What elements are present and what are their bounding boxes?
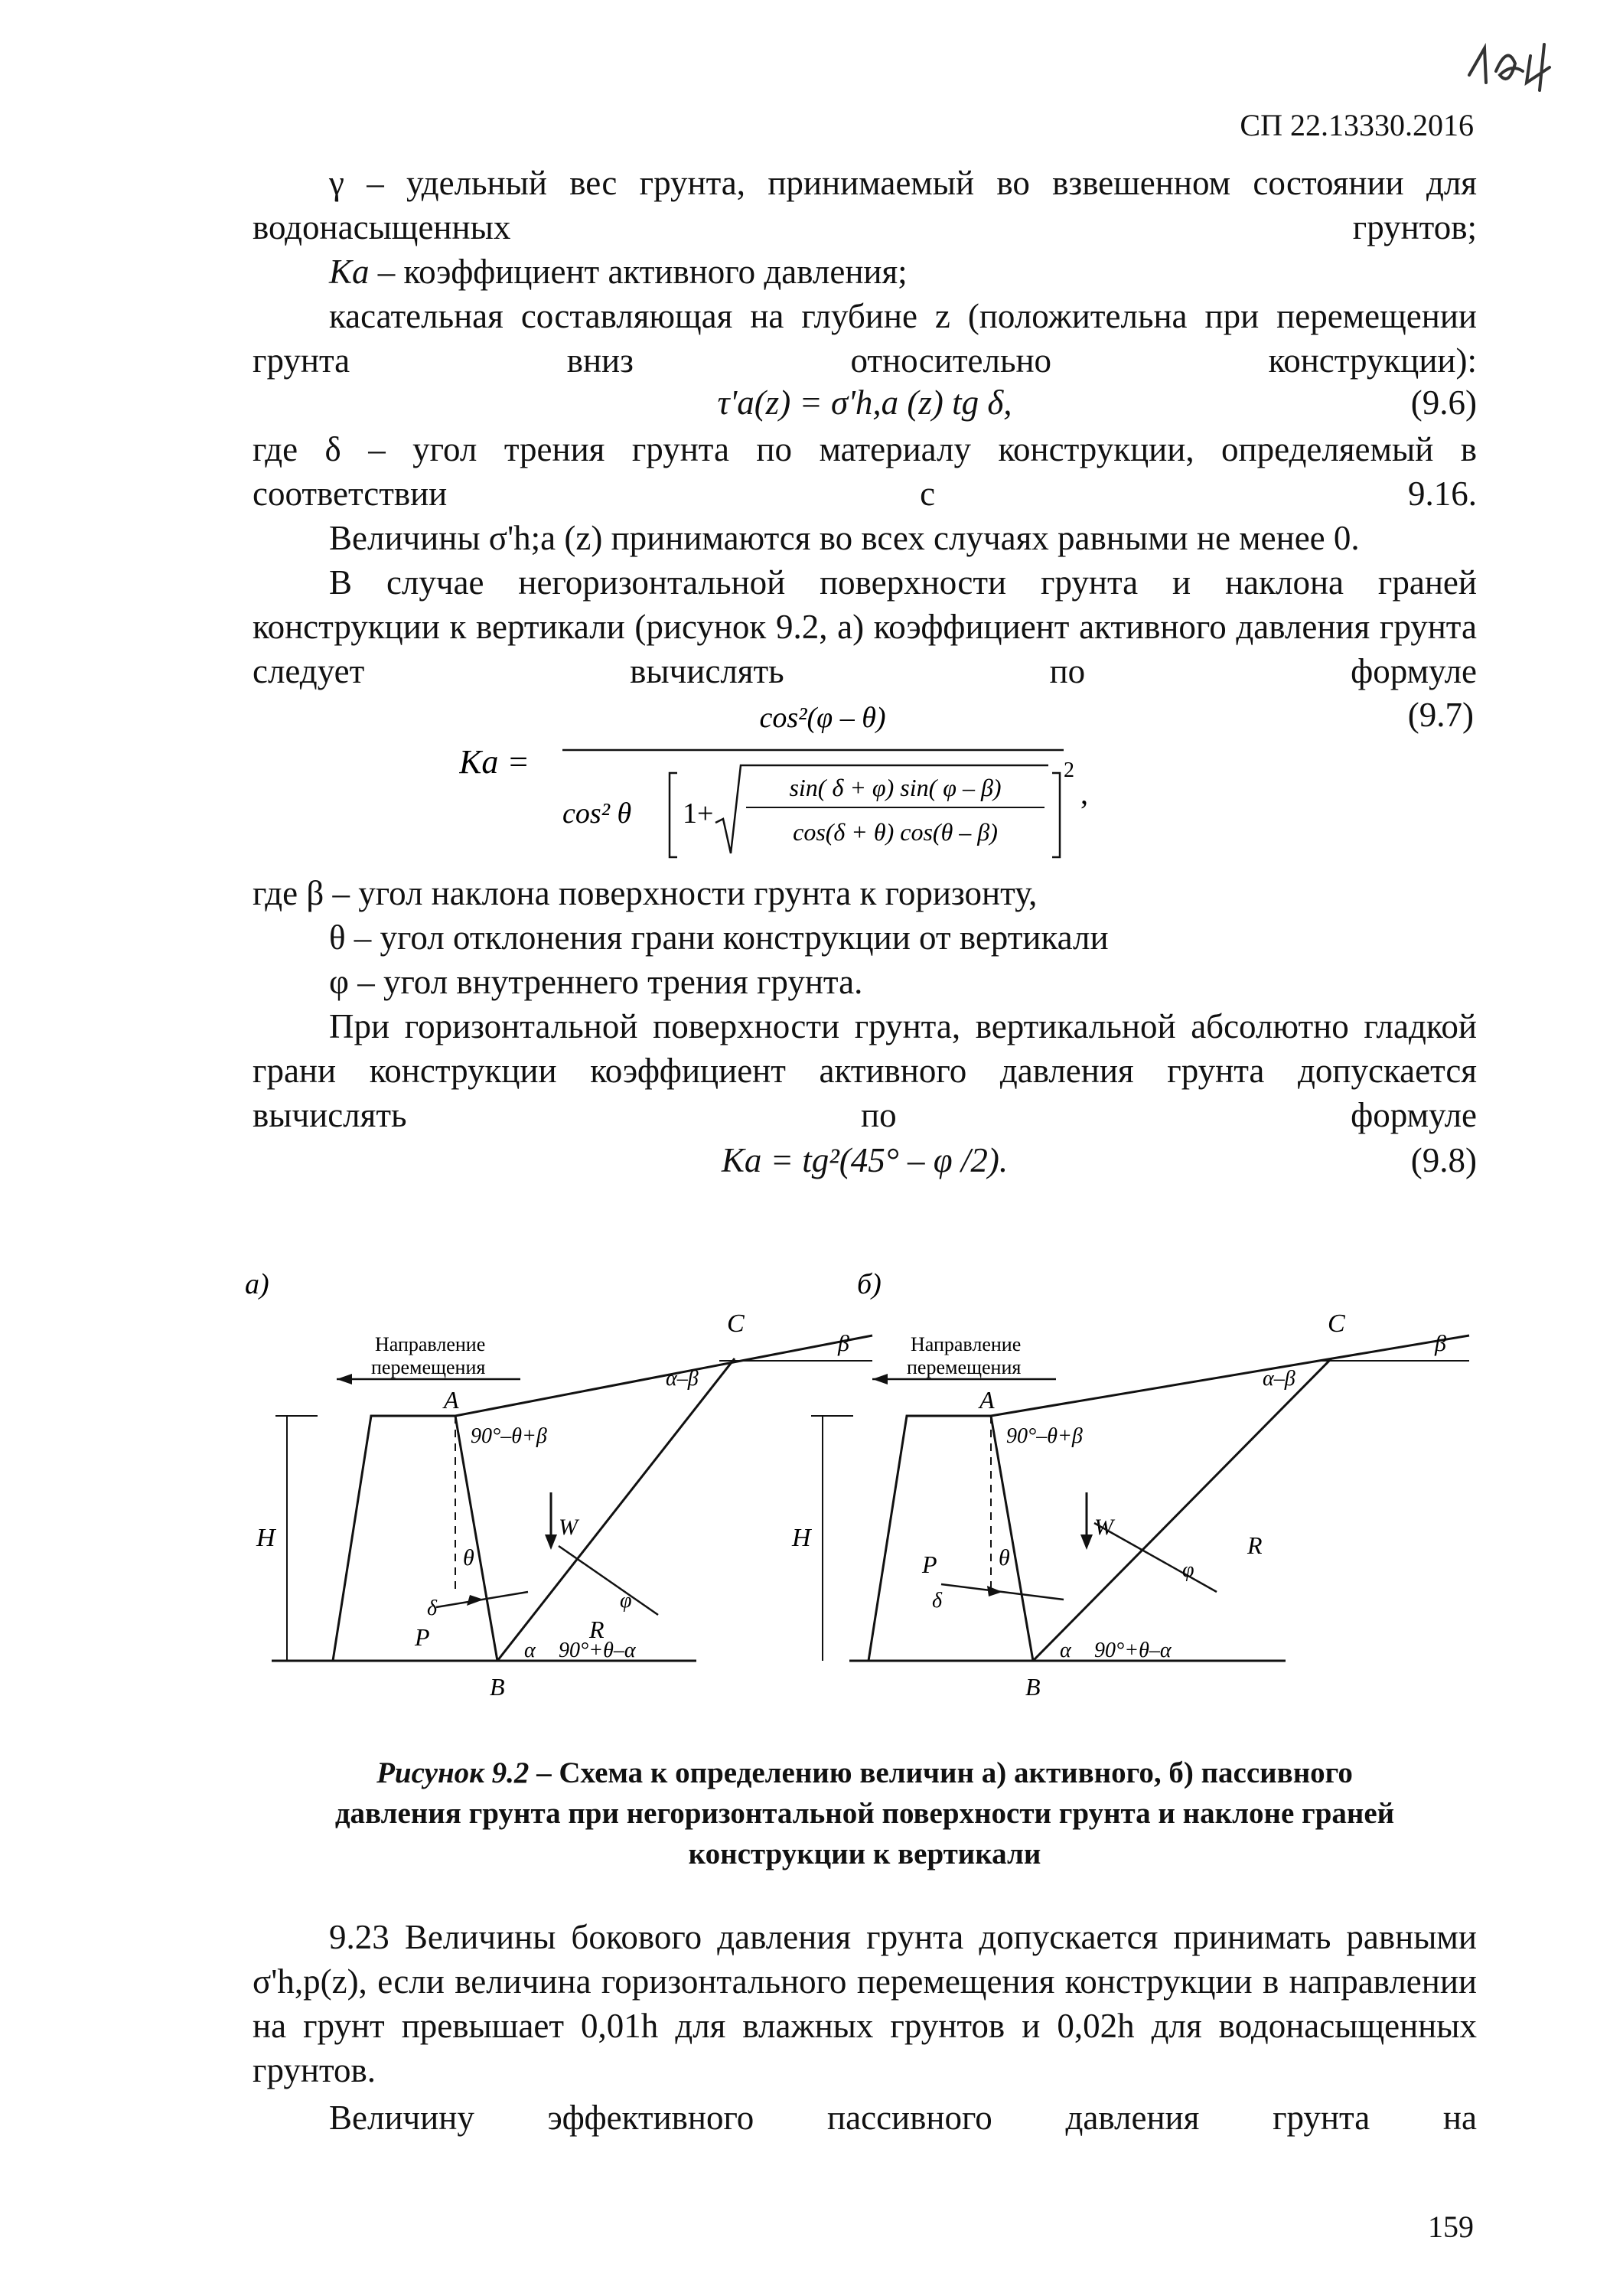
formula-root-numerator: sin( δ + φ) sin( φ – β) <box>789 774 1002 801</box>
label-delta-b: δ <box>932 1589 943 1613</box>
label-C-a: C <box>727 1309 745 1338</box>
paragraph-phi: φ – угол внутреннего трения грунта. <box>329 963 863 1001</box>
label-P-a: P <box>415 1623 430 1651</box>
label-P-b: P <box>922 1551 937 1578</box>
paragraph-nonhorizontal: В случае негоризонтальной поверхности грунта и наклона граней конструкции к вертикали (рисунок 9.2, а) коэффициент активного давления грунта следует вычислять по формуле <box>253 563 1477 690</box>
equation-9-6 <box>253 383 1477 427</box>
paragraph-sigma: Величины σ'h;a (z) принимаются во всех случаях равными не менее 0. <box>329 519 1360 557</box>
panel-a-label: а) <box>245 1270 269 1300</box>
figure-caption <box>253 1753 1477 1874</box>
paragraph-delta: где δ – угол трения грунта по материалу конструкции, определяемый в соответствии с 9.16. <box>253 430 1477 513</box>
page-number: 159 <box>1428 2210 1474 2244</box>
paragraph-gamma: γ – удельный вес грунта, принимаемый во взвешенном состоянии для водонасыщенных грунтов; <box>253 164 1477 246</box>
label-A-a: A <box>444 1386 459 1414</box>
caption-line1: – Схема к определению величин а) активного, б) пассивного <box>529 1756 1353 1789</box>
formula-numerator: cos²(φ – θ) <box>759 702 886 734</box>
label-alpha-a: α <box>524 1639 536 1662</box>
svg-text:1+: 1+ <box>683 797 714 830</box>
paragraph-ka <box>253 249 1477 294</box>
caption-line2: давления грунта при негоризонтальной поверхности грунта и наклоне граней <box>334 1797 1395 1830</box>
equation-9-8-number: (9.8) <box>1410 1141 1477 1179</box>
angle-alpha-beta-b: α–β <box>1263 1367 1295 1391</box>
label-C-b: C <box>1328 1309 1345 1338</box>
paragraph-tangential: касательная составляющая на глубине z (положительна при перемещении грунта вниз относительно конструкции): <box>253 297 1477 380</box>
formula-den-prefix: cos² θ <box>562 797 632 830</box>
angle-top-a: 90°–θ+β <box>471 1424 547 1448</box>
label-W-b: W <box>1094 1515 1113 1540</box>
label-theta-a: θ <box>463 1545 474 1570</box>
standard-code: СП 22.13330.2016 <box>1240 108 1474 142</box>
direction-label-line1-b: Направление <box>911 1333 1022 1355</box>
ka-symbol: Ka <box>329 253 370 291</box>
handwritten-page-number <box>1454 29 1576 98</box>
figure-panel-a <box>245 1270 872 1701</box>
angle-alpha-beta-a: α–β <box>666 1367 699 1391</box>
formula-9-7 <box>459 689 1110 872</box>
formula-lhs: Ka = <box>459 743 530 781</box>
label-phi-a: φ <box>620 1589 632 1613</box>
label-A-b: A <box>979 1386 995 1414</box>
paragraph-horizontal: При горизонтальной поверхности грунта, вертикальной абсолютно гладкой грани конструкции коэффициент активного давления грунта допускается вычислять по формуле <box>253 1007 1477 1134</box>
caption-line3: конструкции к вертикали <box>688 1838 1041 1870</box>
figure-9-2 <box>245 1270 1500 1730</box>
formula-power: 2 <box>1064 758 1074 782</box>
label-phi-b: φ <box>1182 1558 1194 1582</box>
label-B-b: B <box>1025 1673 1041 1701</box>
label-beta-b: β <box>1435 1331 1446 1356</box>
label-delta-a: δ <box>427 1596 438 1620</box>
paragraph-beta: где β – угол наклона поверхности грунта к горизонту, <box>253 874 1038 912</box>
label-H-a: H <box>256 1524 275 1552</box>
label-alpha-b: α <box>1060 1639 1071 1662</box>
direction-label-line1-a: Направление <box>375 1333 486 1355</box>
paragraph-effective-passive: Величину эффективного пассивного давления грунта на <box>329 2099 1477 2137</box>
label-B-a: B <box>490 1673 505 1701</box>
label-theta-b: θ <box>999 1545 1010 1570</box>
figure-panel-b <box>791 1270 1469 1701</box>
label-R-a: R <box>589 1616 605 1643</box>
label-W-a: W <box>559 1515 578 1540</box>
equation-9-8-body: Ka = tg²(45° – φ /2). <box>721 1141 1009 1179</box>
equation-9-6-body: τ'a(z) = σ'h,a (z) tg δ, <box>717 383 1012 422</box>
formula-root-denominator: cos(δ + θ) cos(θ – β) <box>793 818 998 846</box>
angle-top-b: 90°–θ+β <box>1006 1424 1083 1448</box>
paragraph-theta: θ – угол отклонения грани конструкции от вертикали <box>329 918 1109 957</box>
label-R-b: R <box>1247 1531 1263 1559</box>
angle-bottom-b: 90°+θ–α <box>1094 1639 1172 1662</box>
equation-9-8 <box>253 1140 1477 1185</box>
equation-9-6-number: (9.6) <box>1410 383 1477 422</box>
caption-lead: Рисунок 9.2 <box>376 1756 530 1789</box>
panel-b-label: б) <box>857 1270 882 1300</box>
label-beta-a: β <box>838 1331 849 1356</box>
direction-label-line2-a: перемещения <box>371 1356 486 1378</box>
ka-description: – коэффициент активного давления; <box>369 253 908 291</box>
direction-label-line2-b: перемещения <box>907 1356 1022 1378</box>
equation-9-7-number: (9.7) <box>1407 696 1474 734</box>
angle-bottom-a: 90°+θ–α <box>559 1639 636 1662</box>
formula-tail: , <box>1080 776 1088 810</box>
paragraph-9-23: 9.23 Величины бокового давления грунта допускается принимать равными σ'h,p(z), если величина горизонтального перемещения конструкции в направлении на грунт превышает 0,01h для влажных грунтов и 0,02h для водонасыщенных грунтов. <box>253 1918 1477 2089</box>
label-H-b: H <box>792 1524 811 1552</box>
